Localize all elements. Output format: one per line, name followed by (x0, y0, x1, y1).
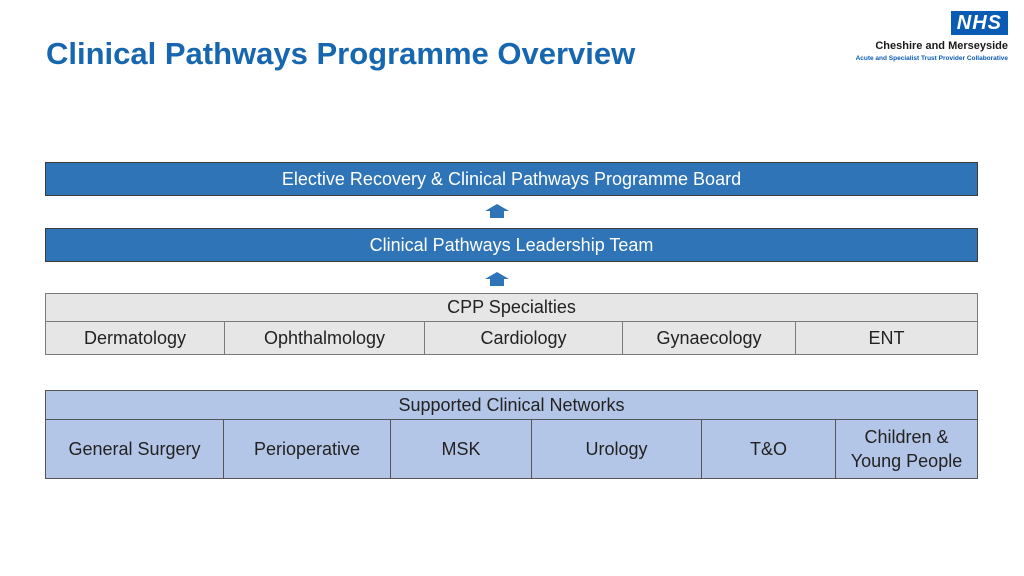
leadership-team-label: Clinical Pathways Leadership Team (369, 234, 654, 255)
network-msk: MSK (390, 419, 532, 479)
nhs-badge: NHS (951, 11, 1008, 35)
specialties-header (45, 293, 978, 322)
specialty-gynaecology: Gynaecology (622, 321, 796, 355)
up-arrow-icon (485, 272, 509, 286)
network-perioperative: Perioperative (223, 419, 391, 479)
logo-org-subtitle: Acute and Specialist Trust Provider Collaborative (855, 55, 1008, 62)
network-urology: Urology (531, 419, 702, 479)
logo-org-name: Cheshire and Merseyside (875, 40, 1008, 52)
specialties-header-label: CPP Specialties (447, 297, 576, 317)
nhs-logo (848, 11, 1008, 62)
networks-header-label: Supported Clinical Networks (398, 394, 625, 415)
programme-board-box (45, 162, 978, 196)
network-t-and-o: T&O (701, 419, 836, 479)
specialty-cardiology: Cardiology (424, 321, 623, 355)
specialty-ophthalmology: Ophthalmology (224, 321, 425, 355)
network-general-surgery: General Surgery (45, 419, 224, 479)
programme-board-label: Elective Recovery & Clinical Pathways Programme Board (281, 168, 742, 189)
leadership-team-box (45, 228, 978, 262)
network-children-young-people: Children & Young People (835, 419, 978, 479)
page-title: Clinical Pathways Programme Overview (46, 36, 636, 71)
networks-header (45, 390, 978, 420)
up-arrow-icon (485, 204, 509, 218)
specialty-ent: ENT (795, 321, 978, 355)
specialty-dermatology: Dermatology (45, 321, 225, 355)
